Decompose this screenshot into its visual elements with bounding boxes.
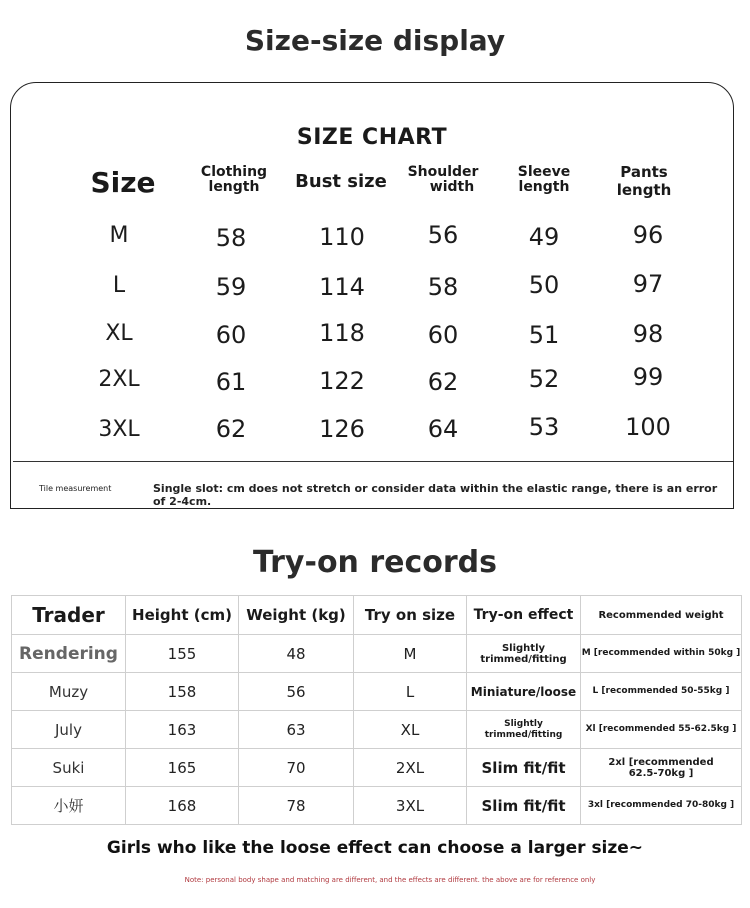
try-on-effect-cell: Miniature/loose [467,673,581,711]
shoulder-width-cell: 64 [427,415,459,443]
try-on-size-cell: L [354,673,467,711]
weight-cell: 48 [239,635,354,673]
table-header-row [12,596,742,635]
measurement-note: Tile measurement [39,484,112,493]
recommended-weight-cell: Xl [recommended 55-62.5kg ] [581,711,742,749]
sleeve-length-cell: 52 [528,365,560,393]
recommended-weight-cell: 3xl [recommended 70-80kg ] [581,787,742,825]
recommended-weight-cell: 2xl [recommended 62.5-70kg ] [581,749,742,787]
header-weight: Weight (kg) [239,596,354,635]
try-on-size-cell: 3XL [354,787,467,825]
table-row [12,711,742,749]
try-on-effect-cell: Slightly trimmed/fitting [467,635,581,673]
header-pants-length: Pants length [616,163,672,199]
try-on-size-cell: M [354,635,467,673]
shoulder-width-cell: 56 [427,221,459,249]
trader-name: 小妍 [12,787,126,825]
header-sleeve-length: Sleeve length [517,164,571,195]
trader-name: Rendering [12,635,126,673]
loose-effect-tip: Girls who like the loose effect can choose a larger size~ [106,838,644,858]
height-cell: 155 [126,635,239,673]
header-height: Height (cm) [126,596,239,635]
weight-cell: 63 [239,711,354,749]
try-on-size-cell: 2XL [354,749,467,787]
shoulder-width-cell: 62 [427,368,459,396]
trader-name: July [12,711,126,749]
header-trader: Trader [12,596,126,635]
header-try-on-effect: Try-on effect [467,596,581,635]
header-try-on-size: Try on size [354,596,467,635]
size-section-title: Size-size display [244,24,506,57]
height-cell: 165 [126,749,239,787]
size-cell: 3XL [98,417,140,442]
clothing-length-cell: 61 [215,368,247,396]
clothing-length-cell: 60 [215,321,247,349]
table-row [12,635,742,673]
size-chart-title: SIZE CHART [296,125,448,150]
recommended-weight-cell: L [recommended 50-55kg ] [581,673,742,711]
clothing-length-cell: 58 [215,224,247,252]
bust-size-cell: 122 [319,367,365,395]
pants-length-cell: 97 [632,270,664,298]
bust-size-cell: 114 [319,273,365,301]
height-cell: 163 [126,711,239,749]
height-cell: 168 [126,787,239,825]
height-cell: 158 [126,673,239,711]
table-row [12,749,742,787]
trader-name: Suki [12,749,126,787]
reference-note: Note: personal body shape and matching are different, and the effects are different. the above are for reference only [184,876,596,884]
header-bust-size: Bust size [295,171,387,192]
shoulder-width-cell: 60 [427,321,459,349]
bust-size-cell: 126 [319,415,365,443]
bust-size-cell: 118 [319,319,365,347]
trader-name: Muzy [12,673,126,711]
tryon-section-title: Try-on records [252,545,498,580]
sleeve-length-cell: 51 [528,321,560,349]
weight-cell: 70 [239,749,354,787]
header-shoulder-width: Shoulder width [407,164,479,195]
clothing-length-cell: 62 [215,415,247,443]
weight-cell: 78 [239,787,354,825]
table-row [12,787,742,825]
pants-length-cell: 96 [632,221,664,249]
recommended-weight-cell: M [recommended within 50kg ] [581,635,742,673]
pants-length-cell: 99 [632,363,664,391]
size-cell: M [109,223,129,248]
try-on-effect-cell: Slim fit/fit [467,749,581,787]
clothing-length-cell: 59 [215,273,247,301]
tryon-table [11,595,742,825]
header-recommended-weight: Recommended weight [581,596,742,635]
size-chart [10,82,734,509]
try-on-effect-cell: Slim fit/fit [467,787,581,825]
weight-cell: 56 [239,673,354,711]
header-size: Size [90,166,156,199]
sleeve-length-cell: 50 [528,271,560,299]
pants-length-cell: 100 [625,413,671,441]
size-cell: 2XL [98,367,140,392]
try-on-effect-cell: Slightly trimmed/fitting [467,711,581,749]
sleeve-length-cell: 49 [528,223,560,251]
header-clothing-length: Clothing length [200,164,268,195]
size-cell: XL [105,321,133,346]
try-on-size-cell: XL [354,711,467,749]
size-cell: L [112,273,126,298]
pants-length-cell: 98 [632,320,664,348]
shoulder-width-cell: 58 [427,273,459,301]
sleeve-length-cell: 53 [528,413,560,441]
error-note: Single slot: cm does not stretch or consider data within the elastic range, there is an error of 2-4cm. [153,482,718,508]
chart-divider [13,461,733,462]
bust-size-cell: 110 [319,223,365,251]
table-row [12,673,742,711]
